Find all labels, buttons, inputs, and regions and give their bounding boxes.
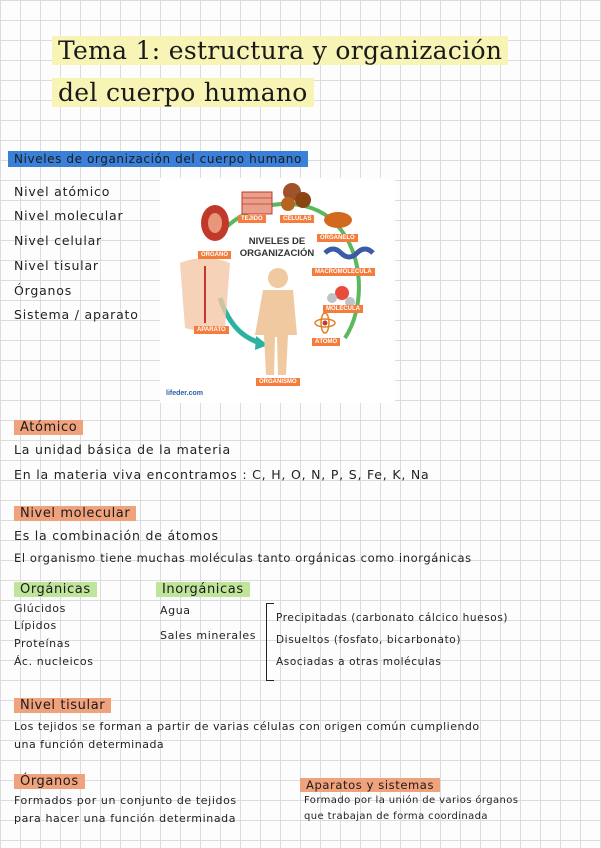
organos-line-1: Formados por un conjunto de tejidos: [14, 794, 237, 807]
diagram-title: NIVELES DE ORGANIZACIÓN: [239, 236, 315, 259]
organos-heading-text: Órganos: [14, 774, 85, 789]
title-line-1: Tema 1: estructura y organización: [52, 36, 508, 65]
atomico-line-2: En la materia viva encontramos : C, H, O, N, P, S, Fe, K, Na: [14, 467, 430, 482]
nivel-item-celular: Nivel celular: [14, 233, 102, 248]
sales-sub-item: Asociadas a otras moléculas: [276, 656, 442, 668]
organicas-item: Proteínas: [14, 637, 71, 650]
aparatos-line-2: que trabajan de forma coordinada: [304, 811, 488, 822]
tisular-heading-text: Nivel tisular: [14, 698, 111, 713]
tisular-line-2: una función determinada: [14, 738, 165, 751]
diagram-label-organo: ÓRGANO: [198, 251, 231, 259]
niveles-diagram: [160, 178, 395, 403]
diagram-label-molecula: MOLÉCULA: [323, 305, 363, 313]
diagram-label-macromolecula: MACROMOLÉCULA: [312, 268, 375, 276]
tisular-line-1: Los tejidos se forman a partir de varias células con origen común cumpliendo: [14, 720, 480, 733]
diagram-label-aparato: APARATO: [194, 326, 229, 334]
aparatos-heading: [300, 774, 440, 793]
nivel-item-sistema: Sistema / aparato: [14, 307, 139, 322]
organicas-item: Ác. nucleicos: [14, 655, 94, 668]
nivel-item-tisular: Nivel tisular: [14, 258, 99, 273]
inorganicas-sales: Sales minerales: [160, 629, 257, 642]
sales-sub-item: Disueltos (fosfato, bicarbonato): [276, 634, 462, 646]
inorganicas-heading: [156, 578, 250, 597]
atomico-line-1: La unidad básica de la materia: [14, 442, 231, 457]
nivel-item-molecular: Nivel molecular: [14, 208, 124, 223]
diagram-label-celulas: CÉLULAS: [280, 215, 314, 223]
diagram-illustration: [160, 178, 395, 403]
diagram-label-organelo: ORGANELO: [317, 234, 358, 242]
inorganicas-heading-text: Inorgánicas: [156, 582, 250, 597]
diagram-label-organismo: ORGANISMO: [256, 378, 300, 386]
molecular-line-1: Es la combinación de átomos: [14, 528, 219, 543]
sales-bracket: [266, 603, 274, 681]
organicas-item: Lípidos: [14, 619, 57, 632]
niveles-heading-text: Niveles de organización del cuerpo humano: [8, 151, 308, 167]
organicas-heading: [14, 578, 97, 597]
title-line-2: del cuerpo humano: [52, 78, 314, 107]
organicas-item: Glúcidos: [14, 602, 66, 615]
page-title-2: [52, 76, 314, 110]
organicas-heading-text: Orgánicas: [14, 582, 97, 597]
sales-sub-item: Precipitadas (carbonato cálcico huesos): [276, 612, 509, 624]
aparatos-heading-text: Aparatos y sistemas: [300, 778, 440, 792]
tisular-heading: [14, 694, 111, 713]
molecular-heading-text: Nivel molecular: [14, 506, 136, 521]
diagram-credit: lifeder.com: [166, 390, 203, 397]
organos-line-2: para hacer una función determinada: [14, 812, 237, 825]
molecular-line-2: El organismo tiene muchas moléculas tanto orgánicas como inorgánicas: [14, 551, 472, 565]
page-title: [52, 34, 508, 68]
diagram-label-atomo: ÁTOMO: [312, 338, 340, 346]
nivel-item-organos: Órganos: [14, 283, 73, 298]
atomico-heading: [14, 416, 83, 435]
atomico-heading-text: Atómico: [14, 420, 83, 435]
niveles-heading: [8, 148, 308, 167]
aparatos-line-1: Formado por la unión de varios órganos: [304, 795, 519, 806]
diagram-label-tejido: TEJIDO: [238, 215, 266, 223]
inorganicas-agua: Agua: [160, 604, 191, 617]
molecular-heading: [14, 502, 136, 521]
nivel-item-atomico: Nivel atómico: [14, 184, 111, 199]
organos-heading: [14, 770, 85, 789]
